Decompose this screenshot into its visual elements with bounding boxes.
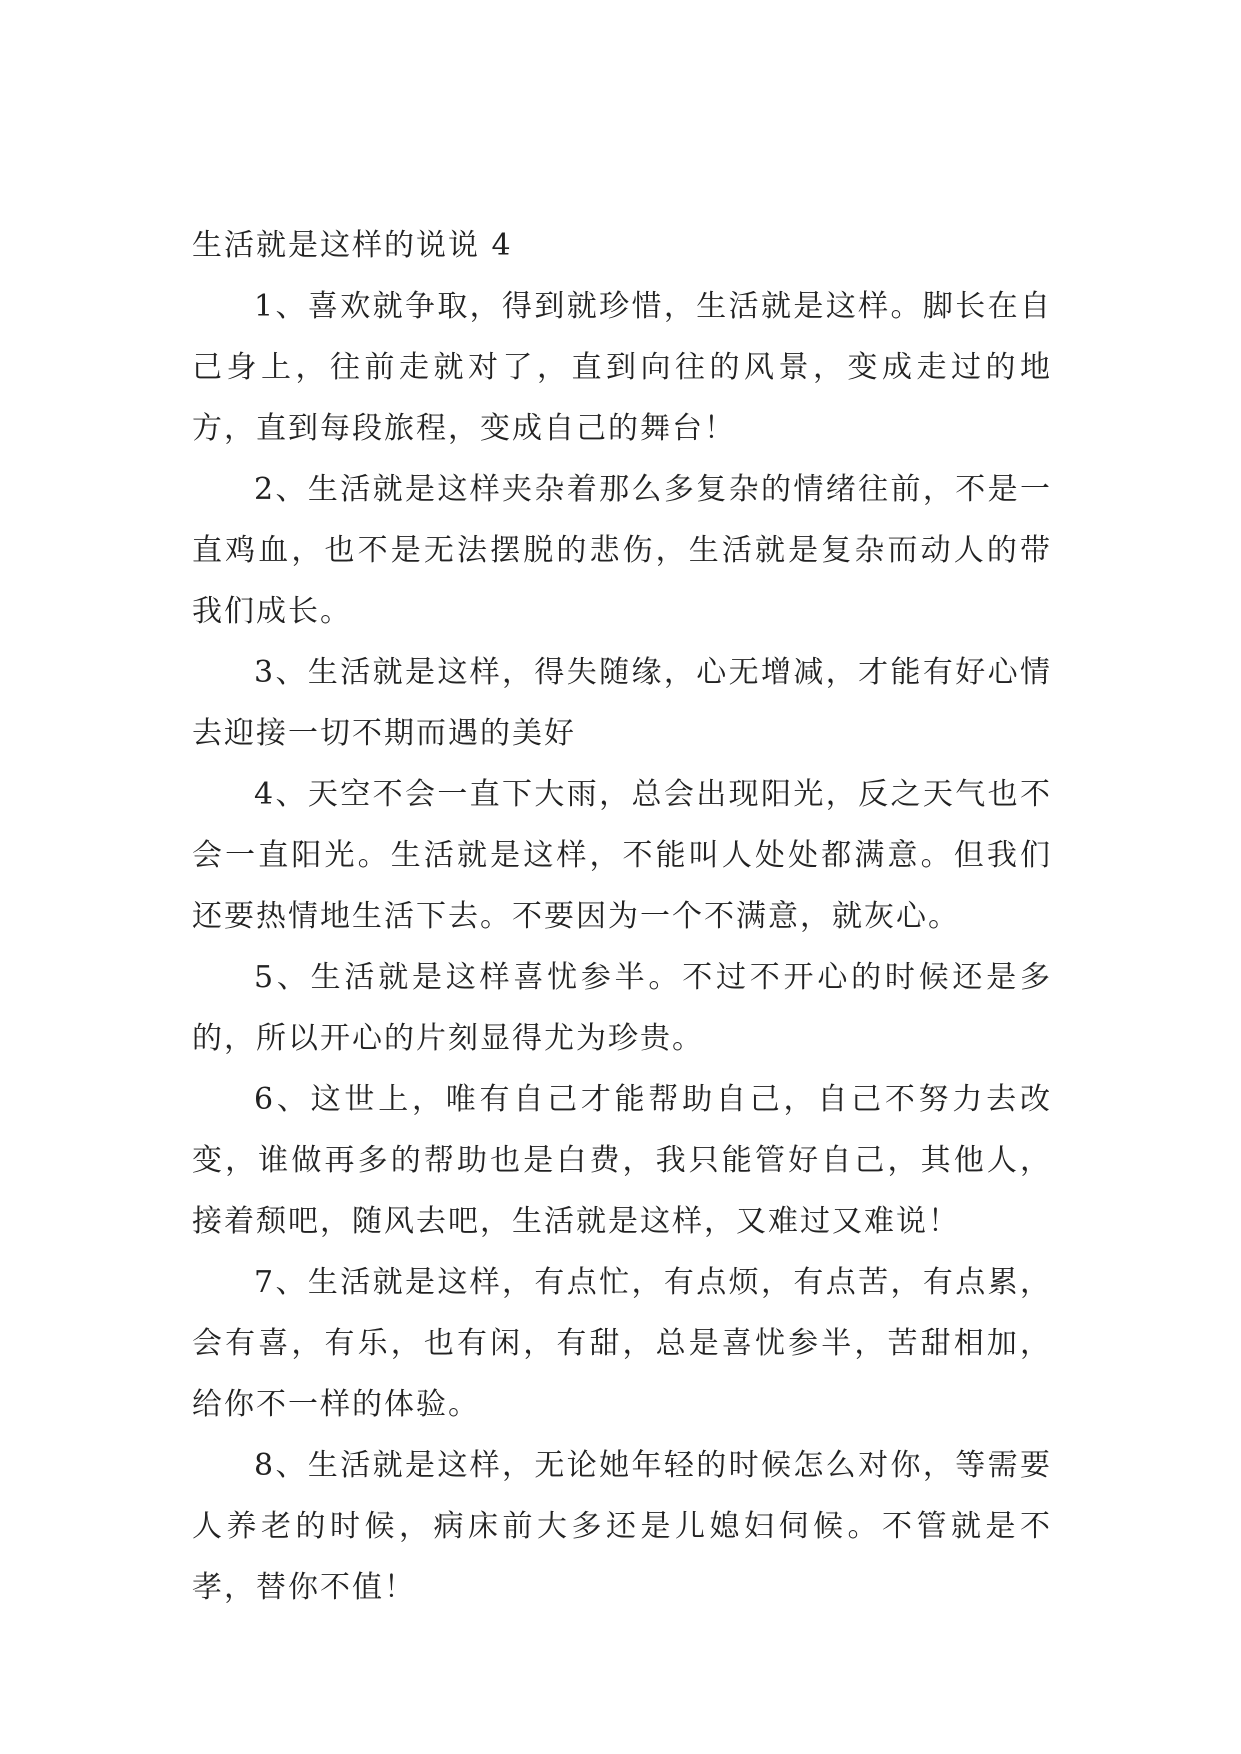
paragraph: 5、生活就是这样喜忧参半。不过不开心的时候还是多的，所以开心的片刻显得尤为珍贵。	[192, 960, 1052, 1056]
paragraph: 1、喜欢就争取，得到就珍惜，生活就是这样。脚长在自己身上，往前走就对了，直到向往的风景，变成走过的地方，直到每段旅程，变成自己的舞台！	[192, 289, 1052, 446]
document-body	[192, 215, 1052, 1618]
paragraph: 7、生活就是这样，有点忙，有点烦，有点苦，有点累，会有喜，有乐，也有闲，有甜，总是喜忧参半，苦甜相加，给你不一样的体验。	[192, 1265, 1052, 1422]
paragraph: 2、生活就是这样夹杂着那么多复杂的情绪往前，不是一直鸡血，也不是无法摆脱的悲伤，生活就是复杂而动人的带我们成长。	[192, 472, 1052, 629]
paragraph: 3、生活就是这样，得失随缘，心无增减，才能有好心情去迎接一切不期而遇的美好	[192, 655, 1052, 751]
paragraph: 4、天空不会一直下大雨，总会出现阳光，反之天气也不会一直阳光。生活就是这样，不能叫人处处都满意。但我们还要热情地生活下去。不要因为一个不满意，就灰心。	[192, 777, 1052, 934]
paragraph: 6、这世上，唯有自己才能帮助自己，自己不努力去改变，谁做再多的帮助也是白费，我只能管好自己，其他人，接着颓吧，随风去吧，生活就是这样，又难过又难说！	[192, 1082, 1052, 1239]
paragraph: 8、生活就是这样，无论她年轻的时候怎么对你，等需要人养老的时候，病床前大多还是儿媳妇伺候。不管就是不孝，替你不值！	[192, 1448, 1052, 1605]
document-title: 生活就是这样的说说 4	[192, 228, 513, 263]
